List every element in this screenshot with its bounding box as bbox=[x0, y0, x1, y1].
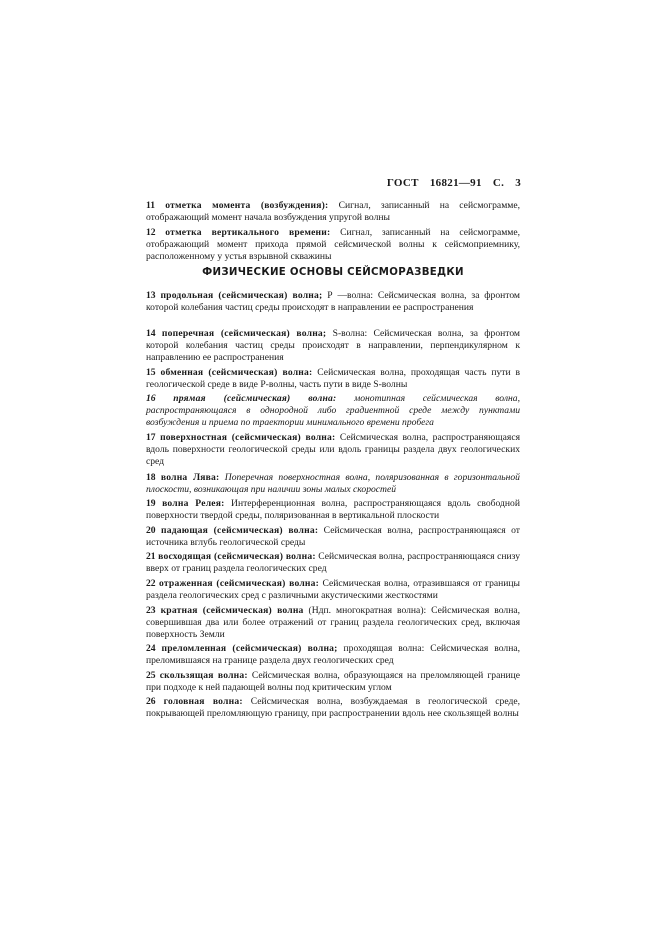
standard-label: ГОСТ bbox=[386, 177, 419, 189]
term-definition: Сигнал, записанный на сейсмограмме, отображающий момент начала возбуждения упругой волны bbox=[146, 200, 520, 224]
term-number: 23 bbox=[146, 605, 156, 616]
term-definition: Поперечная поверхностная волна, поляризованная в горизонтальной плоскости, возникающая при наличии зоны малых скоростей bbox=[146, 472, 520, 496]
term-name: продольная (сейсмическая) волна; bbox=[160, 290, 323, 301]
term-definition: монотипная сейсмическая волна, распространяющаяся в однородной либо градиентной среде между пунктами возбуждения и приема по траектории минимального времени пробега bbox=[146, 393, 520, 429]
term-name: волна Лява: bbox=[160, 472, 220, 483]
term-name: поверхностная (сейсмическая) волна: bbox=[160, 432, 336, 443]
term-name: головная волна: bbox=[163, 696, 243, 707]
term-definition: Сейсмическая волна, образующаяся на преломляющей границе при подходе к ней падающей волны под критическим углом bbox=[146, 670, 521, 694]
page-header bbox=[387, 177, 521, 189]
term-number: 17 bbox=[146, 432, 156, 443]
term-definition: Сейсмическая волна, проходящая часть пути в геологической среде в виде Р-волны, часть пути в виде S-волны bbox=[146, 367, 520, 391]
term-name: волна Релея: bbox=[162, 498, 225, 509]
term-name: поперечная (сейсмическая) волна; bbox=[161, 328, 327, 339]
term-entry bbox=[146, 605, 520, 642]
term-definition: Интерференционная волна, распространяющаяся вдоль свободной поверхности твердой среды, поляризованная в вертикальной плоскости bbox=[146, 498, 520, 522]
term-number: 24 bbox=[146, 643, 156, 654]
term-entry bbox=[146, 551, 520, 575]
term-name: падающая (сейсмическая) волна: bbox=[161, 525, 319, 536]
term-definition: (Ндп. многократная волна): Сейсмическая волна, совершившая два или более отражений от границ раздела геологических сред, включая поверхность Земли bbox=[146, 605, 520, 641]
term-name: отметка момента (возбуждения): bbox=[165, 200, 329, 211]
term-entry bbox=[146, 290, 520, 314]
term-definition: проходящая волна: Сейсмическая волна, преломившаяся на границе раздела двух геологических сред bbox=[146, 643, 520, 667]
term-entry bbox=[146, 670, 520, 694]
term-entry bbox=[146, 696, 520, 720]
term-number: 13 bbox=[146, 290, 156, 301]
term-definition: Сейсмическая волна, распространяющаяся снизу вверх от границ раздела геологических сред bbox=[146, 551, 520, 575]
term-name: прямая (сейсмическая) волна: bbox=[173, 393, 337, 404]
term-entry bbox=[146, 643, 520, 667]
term-number: 16 bbox=[146, 393, 156, 404]
term-number: 18 bbox=[146, 472, 156, 483]
term-number: 25 bbox=[146, 670, 156, 681]
term-entry bbox=[146, 328, 520, 365]
term-definition: Р —волна: Сейсмическая волна, за фронтом которой колебания частиц среды происходят в направлении ее распространения bbox=[146, 290, 520, 314]
term-name: отметка вертикального времени: bbox=[165, 227, 331, 238]
term-entry bbox=[146, 525, 520, 549]
term-number: 26 bbox=[146, 696, 156, 707]
term-name: преломленная (сейсмическая) волна; bbox=[161, 643, 338, 654]
term-entry bbox=[146, 432, 520, 469]
term-definition: Сигнал, записанный на сейсмограмме, отображающий момент прихода прямой сейсмической волны к сейсмоприемнику, расположенному у устья взрывной скважины bbox=[146, 227, 520, 263]
term-definition: S-волна: Сейсмическая волна, за фронтом которой колебания частиц среды происходят в направлении, перпендикулярном к направлению ее распространения bbox=[146, 328, 521, 364]
term-entry bbox=[146, 578, 520, 602]
term-number: 11 bbox=[146, 200, 156, 211]
term-definition: Сейсмическая волна, отразившаяся от границы раздела геологических сред с различными акустическими жесткостями bbox=[146, 578, 520, 602]
term-name: скользящая волна: bbox=[159, 670, 248, 681]
standard-number: 16821—91 bbox=[429, 177, 482, 189]
term-entry bbox=[146, 498, 520, 522]
term-name: кратная (сейсмическая) волна bbox=[160, 605, 304, 616]
term-entry bbox=[146, 367, 520, 391]
term-number: 22 bbox=[146, 578, 156, 589]
page-number: С. 3 bbox=[492, 177, 521, 189]
term-entry bbox=[146, 393, 520, 430]
term-definition: Сейсмическая волна, распространяющаяся от источника вглубь геологической среды bbox=[146, 525, 521, 549]
term-number: 14 bbox=[146, 328, 156, 339]
term-number: 21 bbox=[146, 551, 156, 562]
term-number: 15 bbox=[146, 367, 156, 378]
section-heading: ФИЗИЧЕСКИЕ ОСНОВЫ СЕЙСМОРАЗВЕДКИ bbox=[202, 267, 464, 278]
term-entry bbox=[146, 472, 520, 496]
term-number: 20 bbox=[146, 525, 156, 536]
term-definition: Сейсмическая волна, возбуждаемая в геологической среде, покрывающей преломляющую границу, при распространении вдоль нее скользящей волны bbox=[146, 696, 521, 720]
term-definition: Сейсмическая волна, распространяющаяся вдоль поверхности геологической среды или вдоль границы раздела двух геологических сред bbox=[146, 432, 520, 468]
term-name: отраженная (сейсмическая) волна: bbox=[159, 578, 320, 589]
term-entry bbox=[146, 200, 520, 224]
term-name: обменная (сейсмическая) волна: bbox=[160, 367, 313, 378]
term-entry bbox=[146, 227, 520, 264]
term-number: 19 bbox=[146, 498, 156, 509]
term-number: 12 bbox=[146, 227, 156, 238]
term-name: восходящая (сейсмическая) волна: bbox=[158, 551, 316, 562]
